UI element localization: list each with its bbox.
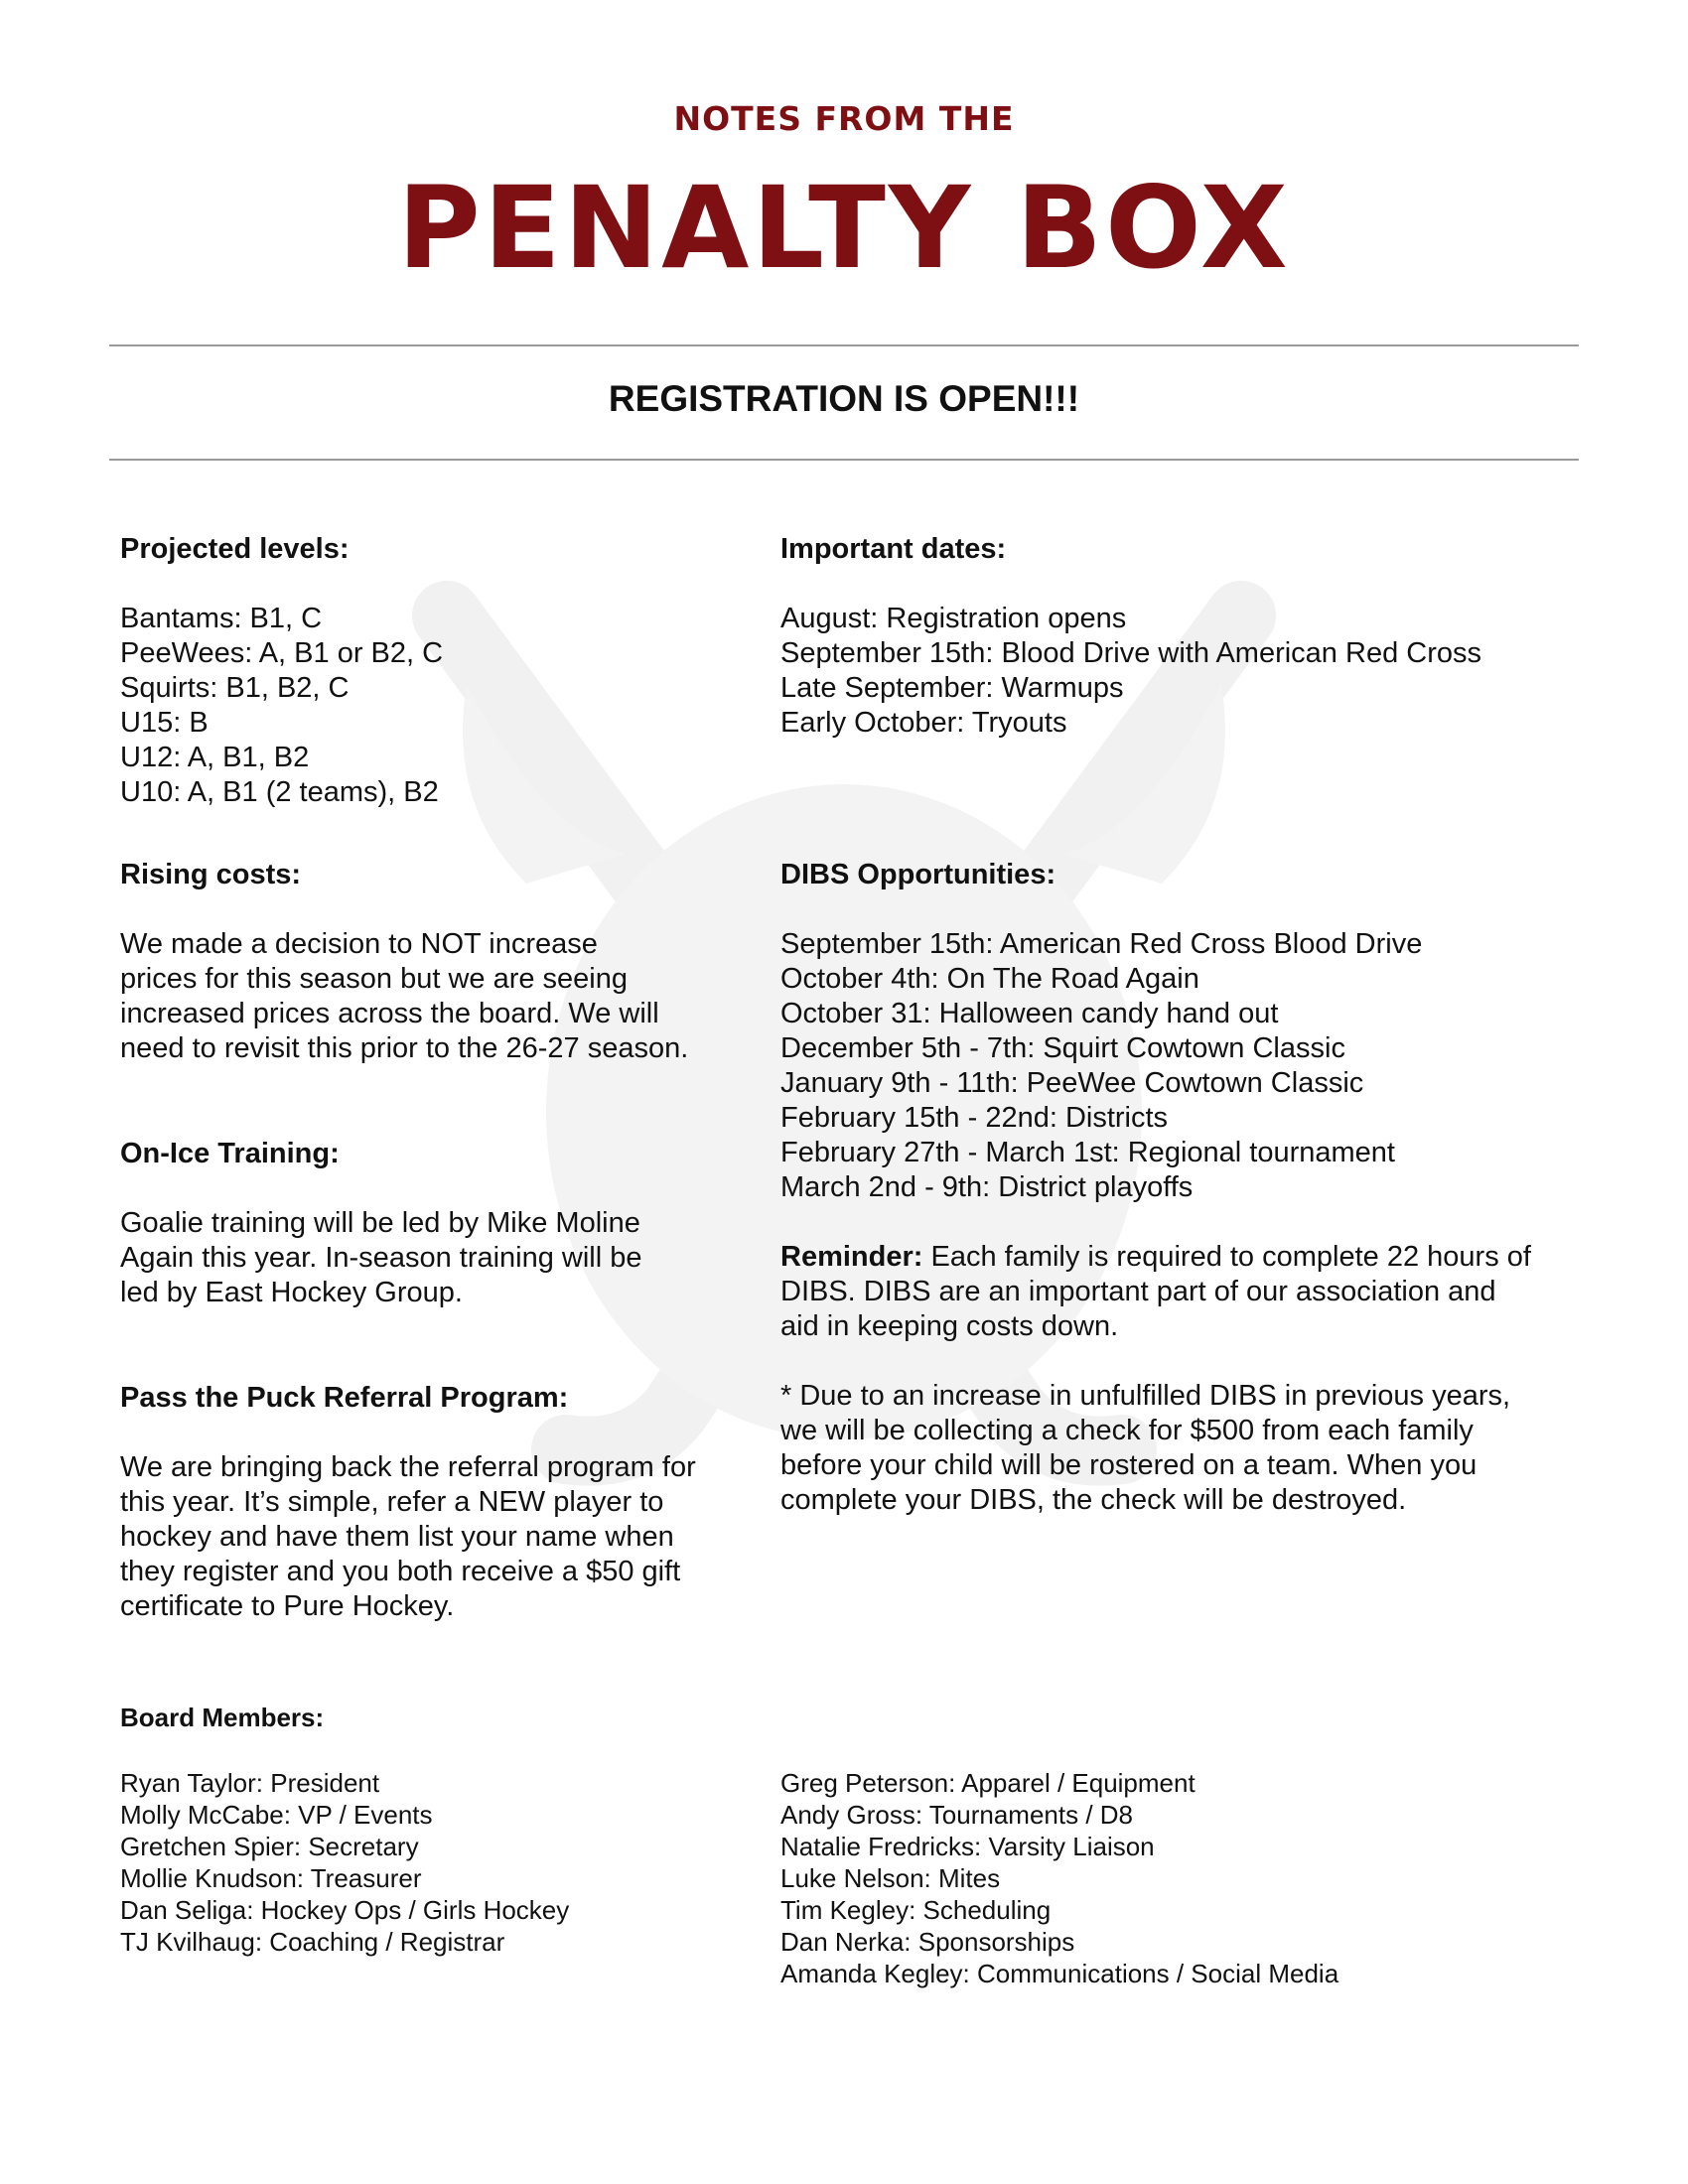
- paragraph-line: hockey and have them list your name when: [120, 1521, 674, 1553]
- board-member: Luke Nelson: Mites: [780, 1863, 1001, 1893]
- paragraph-line: they register and you both receive a $50 gift: [120, 1556, 681, 1587]
- section-heading: Rising costs:: [120, 859, 302, 890]
- section-heading: On-Ice Training:: [120, 1138, 340, 1169]
- bottom-rule: [109, 459, 1579, 461]
- dibs-line: October 4th: On The Road Again: [780, 963, 1199, 995]
- dibs-line: October 31: Halloween candy hand out: [780, 998, 1279, 1029]
- board-member: Ryan Taylor: President: [120, 1768, 380, 1798]
- paragraph-line: prices for this season but we are seeing: [120, 963, 628, 995]
- paragraph-line: this year. It’s simple, refer a NEW player to: [120, 1486, 664, 1518]
- check-note-line: complete your DIBS, the check will be destroyed.: [780, 1484, 1407, 1516]
- section-heading: Projected levels:: [120, 533, 350, 565]
- level-line: U10: A, B1 (2 teams), B2: [120, 776, 439, 808]
- dibs-section: [780, 858, 1531, 1518]
- board-member: Dan Seliga: Hockey Ops / Girls Hockey: [120, 1895, 570, 1925]
- top-rule: [109, 344, 1579, 346]
- date-line: Late September: Warmups: [780, 672, 1124, 704]
- paragraph-line: We are bringing back the referral program for: [120, 1451, 696, 1483]
- board-member: Andy Gross: Tournaments / D8: [780, 1800, 1134, 1830]
- check-note-line: * Due to an increase in unfulfilled DIBS in previous years,: [780, 1380, 1511, 1412]
- reminder-text: Each family is required to complete 22 hours of: [922, 1241, 1531, 1273]
- important-dates-section: [780, 532, 1481, 741]
- paragraph-line: Goalie training will be led by Mike Moline: [120, 1207, 640, 1239]
- check-note-line: before your child will be rostered on a team. When you: [780, 1449, 1477, 1481]
- level-line: Bantams: B1, C: [120, 603, 323, 634]
- dibs-line: February 27th - March 1st: Regional tournament: [780, 1137, 1395, 1168]
- dibs-line: January 9th - 11th: PeeWee Cowtown Classic: [780, 1067, 1364, 1099]
- board-member: Amanda Kegley: Communications / Social Media: [780, 1959, 1339, 1988]
- board-member: TJ Kvilhaug: Coaching / Registrar: [120, 1927, 505, 1957]
- dibs-line: March 2nd - 9th: District playoffs: [780, 1171, 1194, 1203]
- projected-levels-section: [120, 532, 443, 810]
- paragraph-line: We made a decision to NOT increase: [120, 928, 598, 960]
- rising-costs-section: [120, 858, 688, 1066]
- level-line: PeeWees: A, B1 or B2, C: [120, 637, 444, 669]
- section-heading: Important dates:: [780, 533, 1007, 565]
- board-member: Greg Peterson: Apparel / Equipment: [780, 1768, 1196, 1798]
- reminder-line: [780, 1240, 1531, 1275]
- dibs-line: February 15th - 22nd: Districts: [780, 1102, 1169, 1134]
- masthead-title: PENALTY BOX: [397, 162, 1291, 294]
- board-list-left: [120, 1767, 569, 1958]
- board-member: Tim Kegley: Scheduling: [780, 1895, 1052, 1925]
- paragraph-line: certificate to Pure Hockey.: [120, 1590, 455, 1622]
- section-heading: Pass the Puck Referral Program:: [120, 1382, 569, 1414]
- level-line: U15: B: [120, 707, 209, 739]
- board-member: Natalie Fredricks: Varsity Liaison: [780, 1832, 1155, 1861]
- level-line: U12: A, B1, B2: [120, 742, 310, 773]
- board-member: Molly McCabe: VP / Events: [120, 1800, 433, 1830]
- reminder-line: aid in keeping costs down.: [780, 1310, 1119, 1342]
- check-note-line: we will be collecting a check for $500 from each family: [780, 1415, 1474, 1446]
- reminder-line: DIBS. DIBS are an important part of our association and: [780, 1276, 1496, 1307]
- pass-the-puck-section: [120, 1381, 696, 1624]
- board-list-right: [780, 1767, 1338, 1989]
- board-member: Dan Nerka: Sponsorships: [780, 1927, 1075, 1957]
- level-line: Squirts: B1, B2, C: [120, 672, 350, 704]
- dibs-line: September 15th: American Red Cross Blood Drive: [780, 928, 1423, 960]
- date-line: Early October: Tryouts: [780, 707, 1067, 739]
- date-line: August: Registration opens: [780, 603, 1127, 634]
- board-member: Mollie Knudson: Treasurer: [120, 1863, 422, 1893]
- date-line: September 15th: Blood Drive with American Red Cross: [780, 637, 1481, 669]
- board-heading: Board Members:: [120, 1703, 325, 1732]
- paragraph-line: increased prices across the board. We will: [120, 998, 659, 1029]
- dibs-line: December 5th - 7th: Squirt Cowtown Classic: [780, 1032, 1345, 1064]
- masthead-kicker: NOTES FROM THE: [673, 99, 1015, 138]
- reminder-label: Reminder:: [780, 1241, 923, 1273]
- paragraph-line: need to revisit this prior to the 26-27 season.: [120, 1032, 689, 1064]
- section-heading: DIBS Opportunities:: [780, 859, 1056, 890]
- board-member: Gretchen Spier: Secretary: [120, 1832, 419, 1861]
- on-ice-training-section: [120, 1137, 642, 1310]
- paragraph-line: led by East Hockey Group.: [120, 1277, 463, 1308]
- registration-banner: REGISTRATION IS OPEN!!!: [608, 378, 1080, 419]
- paragraph-line: Again this year. In-season training will be: [120, 1242, 642, 1274]
